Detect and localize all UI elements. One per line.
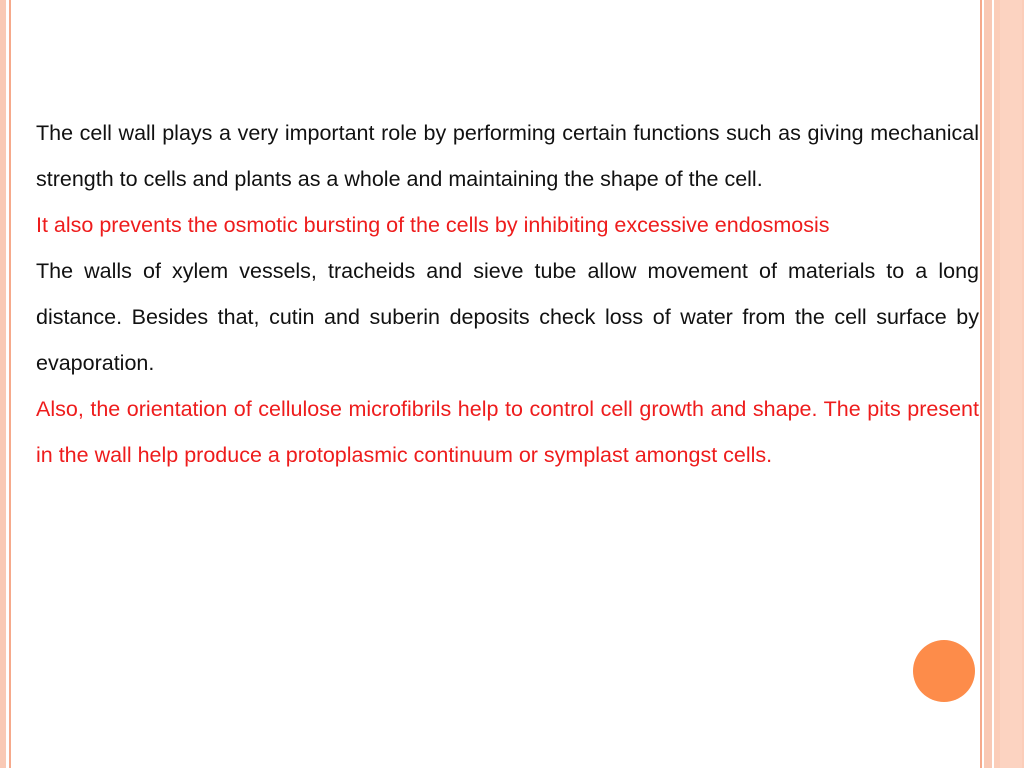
slide-body: [36, 110, 979, 478]
paragraph-microfibrils-pits: Also, the orientation of cellulose microfibrils help to control cell growth and shape. The pits present in the wall help produce a protoplasmic continuum or symplast amongst cells.: [36, 397, 979, 467]
left-border-line: [9, 0, 11, 768]
paragraph-osmotic-bursting: It also prevents the osmotic bursting of the cells by inhibiting excessive endosmosis: [36, 213, 830, 237]
right-border-line: [980, 0, 982, 768]
paragraph-cell-wall-functions: The cell wall plays a very important role by performing certain functions such as giving mechanical strength to cells and plants as a whole and maintaining the shape of the cell.: [36, 121, 979, 191]
paragraph-xylem-transport: The walls of xylem vessels, tracheids and sieve tube allow movement of materials to a long distance. Besides that, cutin and suberin deposits check loss of water from the cell surface by evaporation.: [36, 259, 979, 375]
left-border-stripe: [0, 0, 6, 768]
right-border-band-inner: [1000, 0, 1022, 768]
decorative-circle: [913, 640, 975, 702]
right-border-stripe: [984, 0, 992, 768]
